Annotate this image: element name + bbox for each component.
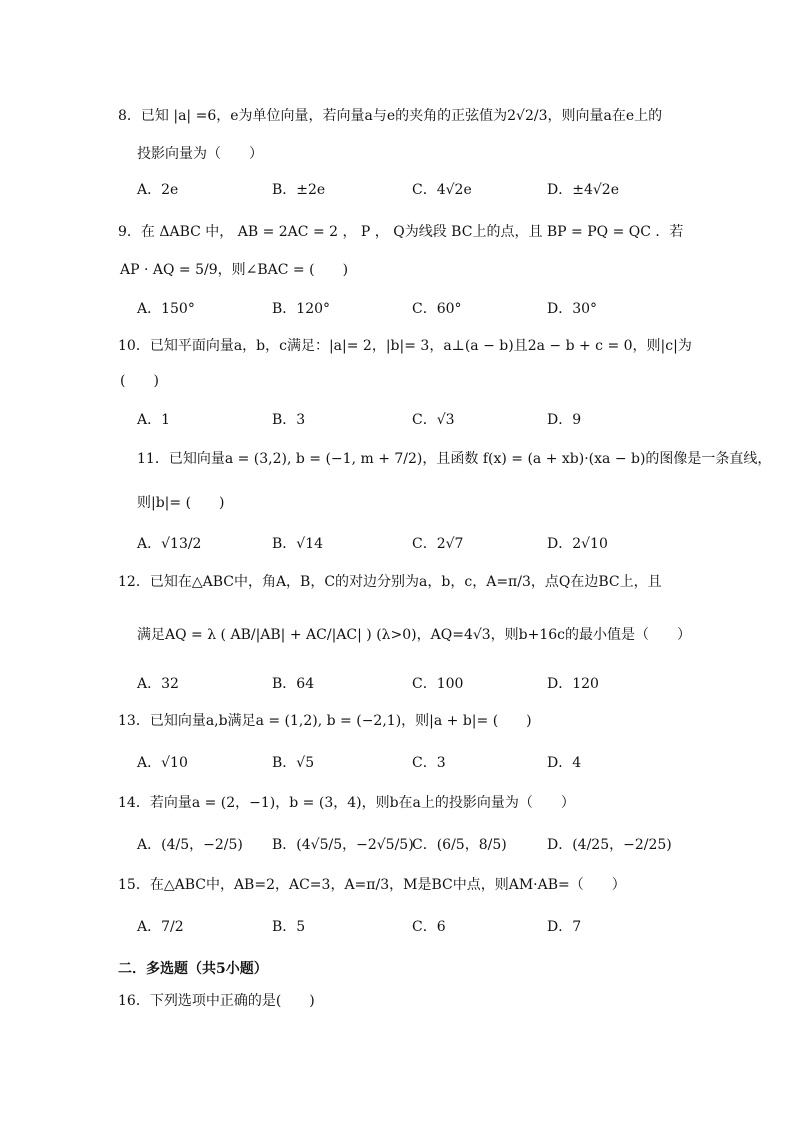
- q12-option-b: B．64: [272, 676, 315, 692]
- q12-option-d: D．120: [547, 676, 599, 692]
- q12-option-a: A．32: [137, 676, 179, 692]
- q14-option-d: D．(4/25，−2/25): [547, 837, 672, 853]
- q8-option-c: C．4√2e: [412, 182, 472, 198]
- q11-option-b: B．√14: [272, 536, 324, 552]
- q10-option-b: B．3: [272, 412, 306, 428]
- section-heading: 二．多选题（共5小题）: [118, 961, 268, 977]
- q13-stem-line-1: 13．已知向量a,b满足a = (1,2), b = (−2,1)，则|a + b|= ( ): [118, 713, 532, 729]
- q15-stem-line-1: 15．在△ABC中，AB=2，AC=3，A=π/3，M是BC中点，则AM·AB=（ ）: [118, 877, 626, 893]
- q12-stem-line-2: 满足AQ = λ ( AB/|AB| + AC/|AC| ) (λ>0)，AQ=4√3，则b+16c的最小值是（ ）: [137, 627, 692, 643]
- q9-stem-line-1: 9．在 ΔABC 中， AB = 2AC = 2 ， P ， Q为线段 BC上的点，且 BP = PQ = QC ．若: [118, 224, 684, 240]
- q14-option-c: C．(6/5，8/5): [412, 837, 507, 853]
- q15-option-b: B．5: [272, 919, 306, 935]
- q14-stem-line-1: 14．若向量a = (2，−1)，b = (3，4)，则b在a上的投影向量为（ ）: [118, 795, 575, 811]
- q10-option-d: D．9: [547, 412, 582, 428]
- q11-option-a: A．√13/2: [137, 536, 202, 552]
- q11-option-c: C．2√7: [412, 536, 464, 552]
- q11-stem-line-1: 11．已知向量a = (3,2), b = (−1, m + 7/2)，且函数 f(x) = (a + xb)·(xa − b)的图像是一条直线，: [137, 451, 772, 467]
- q11-stem-line-2: 则|b|= ( ): [137, 495, 225, 511]
- q14-option-b: B．(4√5/5，−2√5/5): [272, 837, 414, 853]
- q16-stem: 16．下列选项中正确的是( ): [118, 993, 315, 1009]
- q13-option-c: C．3: [412, 755, 446, 771]
- q9-option-b: B．120°: [272, 301, 331, 317]
- q15-option-a: A．7/2: [137, 919, 184, 935]
- q10-option-a: A．1: [137, 412, 171, 428]
- q15-option-d: D．7: [547, 919, 582, 935]
- q12-stem-line-1: 12．已知在△ABC中，角A，B，C的对边分别为a，b，c，A=π/3，点Q在边BC上，且: [118, 574, 662, 590]
- q15-option-c: C．6: [412, 919, 446, 935]
- q9-option-a: A．150°: [137, 301, 195, 317]
- q10-stem-line-1: 10．已知平面向量a，b，c满足：|a|= 2，|b|= 3，a⊥(a − b)且2a − b + c = 0，则|c|为: [118, 338, 692, 354]
- q9-option-d: D．30°: [547, 301, 598, 317]
- q8-option-b: B．±2e: [272, 182, 326, 198]
- q9-option-c: C．60°: [412, 301, 462, 317]
- q10-stem-line-2: ( ): [120, 373, 159, 389]
- q11-option-d: D．2√10: [547, 536, 608, 552]
- q13-option-b: B．√5: [272, 755, 315, 771]
- q14-option-a: A．(4/5，−2/5): [137, 837, 243, 853]
- q12-option-c: C．100: [412, 676, 464, 692]
- q9-stem-line-2: AP · AQ = 5/9，则∠BAC = ( ): [120, 262, 349, 278]
- q8-stem-line-2: 投影向量为（ ）: [137, 146, 263, 162]
- q8-option-d: D．±4√2e: [547, 182, 619, 198]
- q8-option-a: A．2e: [137, 182, 179, 198]
- q8-stem-line-1: 8．已知 |a| =6，e为单位向量，若向量a与e的夹角的正弦值为2√2/3，则向量a在e上的: [118, 108, 663, 124]
- q10-option-c: C．√3: [412, 412, 455, 428]
- q13-option-a: A．√10: [137, 755, 188, 771]
- q13-option-d: D．4: [547, 755, 582, 771]
